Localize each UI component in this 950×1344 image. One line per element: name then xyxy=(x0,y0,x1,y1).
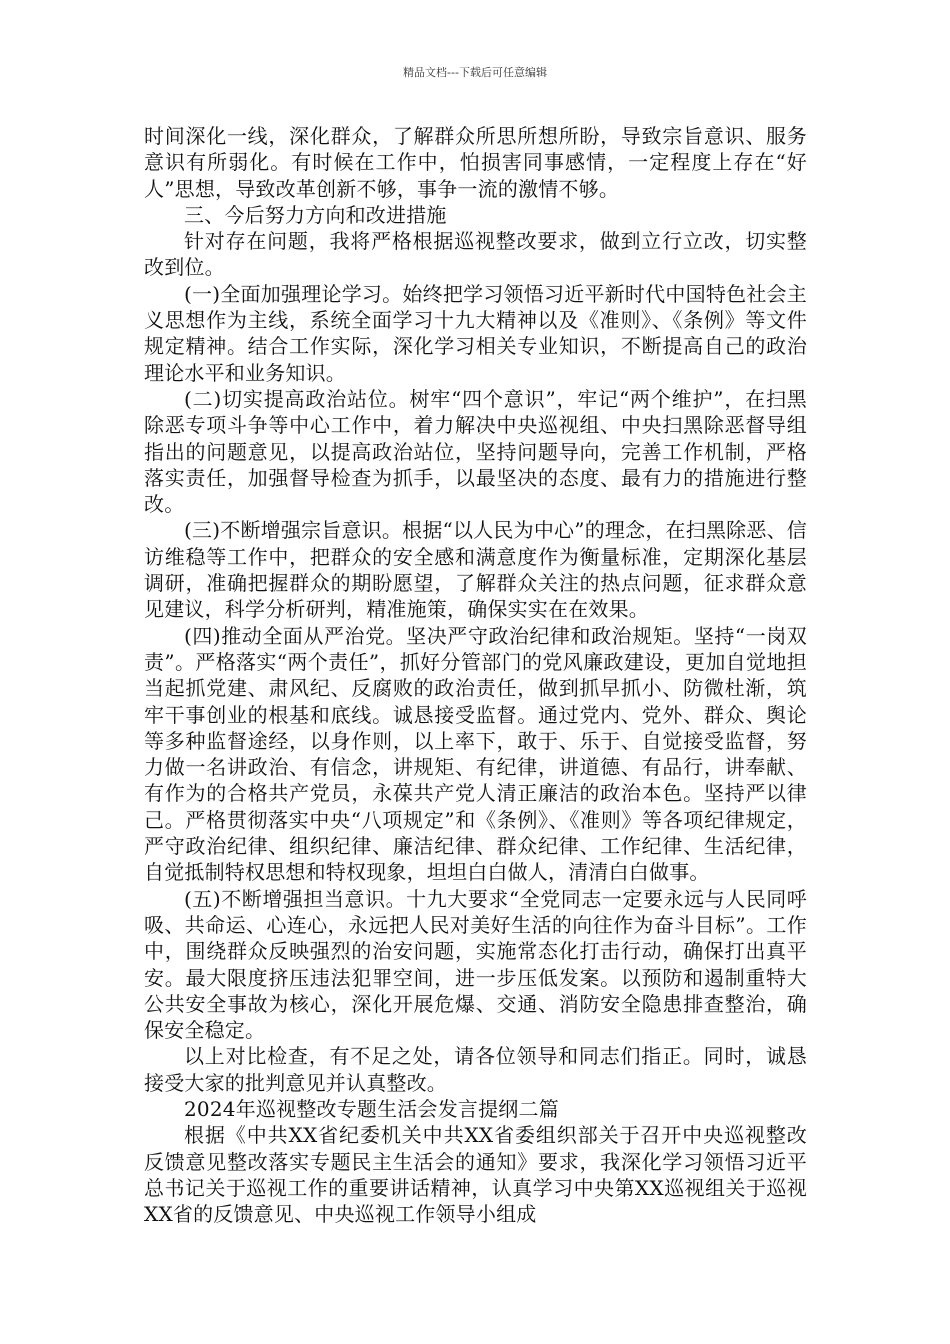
paragraph-item-1: (一)全面加强理论学习。始终把学习领悟习近平新时代中国特色社会主义思想作为主线，系统全面学习十九大精神以及《准则》、《条例》等文件规定精神。结合工作实际，深化学习相关专业知识，不断提高自己的政治理论水平和业务知识。 xyxy=(144,281,807,385)
paragraph-continuation: 时间深化一线，深化群众，了解群众所思所想所盼，导致宗旨意识、服务意识有所弱化。有时候在工作中，怕损害同事感情，一定程度上存在“好人”思想，导致改革创新不够，事争一流的激情不够。 xyxy=(144,124,807,201)
paragraph-closing: 以上对比检查，有不足之处，请各位领导和同志们指正。同时，诚恳接受大家的批判意见并认真整改。 xyxy=(144,1044,807,1095)
page-header: 精品文档---下载后可任意编辑 xyxy=(403,66,547,79)
second-article-title: 2024年巡视整改专题生活会发言提纲二篇 xyxy=(184,1096,559,1121)
section-heading: 三、今后努力方向和改进措施 xyxy=(184,202,447,227)
document-body xyxy=(144,123,807,1227)
paragraph-item-2: (二)切实提高政治站位。树牢“四个意识”，牢记“两个维护”，在扫黑除恶专项斗争等中心工作中，着力解决中央巡视组、中央扫黑除恶督导组指出的问题意见，以提高政治站位，坚持问题导向，完善工作机制，严格落实责任，加强督导检查为抓手，以最坚决的态度、最有力的措施进行整改。 xyxy=(144,386,807,517)
paragraph-intro: 针对存在问题，我将严格根据巡视整改要求，做到立行立改，切实整改到位。 xyxy=(144,229,807,280)
paragraph-item-4: (四)推动全面从严治党。坚决严守政治纪律和政治规矩。坚持“一岗双责”。严格落实“两个责任”，抓好分管部门的党风廉政建设，更加自觉地担当起抓党建、肃风纪、反腐败的政治责任，做到抓早抓小、防微杜渐，筑牢干事创业的根基和底线。诚恳接受监督。通过党内、党外、群众、舆论等多种监督途经，以身作则，以上率下，敢于、乐于、自觉接受监督，努力做一名讲政治、有信念，讲规矩、有纪律，讲道德、有品行，讲奉献、有作为的合格共产党员，永葆共产党人清正廉洁的政治本色。坚持严以律己。严格贯彻落实中央“八项规定”和《条例》、《准则》等各项纪律规定，严守政治纪律、组织纪律、廉洁纪律、群众纪律、工作纪律、生活纪律，自觉抵制特权思想和特权现象，坦坦白白做人，清清白白做事。 xyxy=(144,623,807,885)
paragraph-second-article: 根据《中共XX省纪委机关中共XX省委组织部关于召开中央巡视整改反馈意见整改落实专题民主生活会的通知》要求，我深化学习领悟习近平总书记关于巡视工作的重要讲话精神，认真学习中央第XX巡视组关于巡视XX省的反馈意见、中央巡视工作领导小组成 xyxy=(144,1123,807,1227)
paragraph-item-5: (五)不断增强担当意识。十九大要求“全党同志一定要永远与人民同呼吸、共命运、心连心，永远把人民对美好生活的向往作为奋斗目标”。工作中，围绕群众反映强烈的治安问题，实施常态化打击行动，确保打出真平安。最大限度挤压违法犯罪空间，进一步压低发案。以预防和遏制重特大公共安全事故为核心，深化开展危爆、交通、消防安全隐患排查整治，确保安全稳定。 xyxy=(144,886,807,1043)
paragraph-item-3: (三)不断增强宗旨意识。根据“以人民为中心”的理念，在扫黑除恶、信访维稳等工作中，把群众的安全感和满意度作为衡量标准，定期深化基层调研，准确把握群众的期盼愿望，了解群众关注的热点问题，征求群众意见建议，科学分析研判，精准施策，确保实实在在效果。 xyxy=(144,518,807,622)
